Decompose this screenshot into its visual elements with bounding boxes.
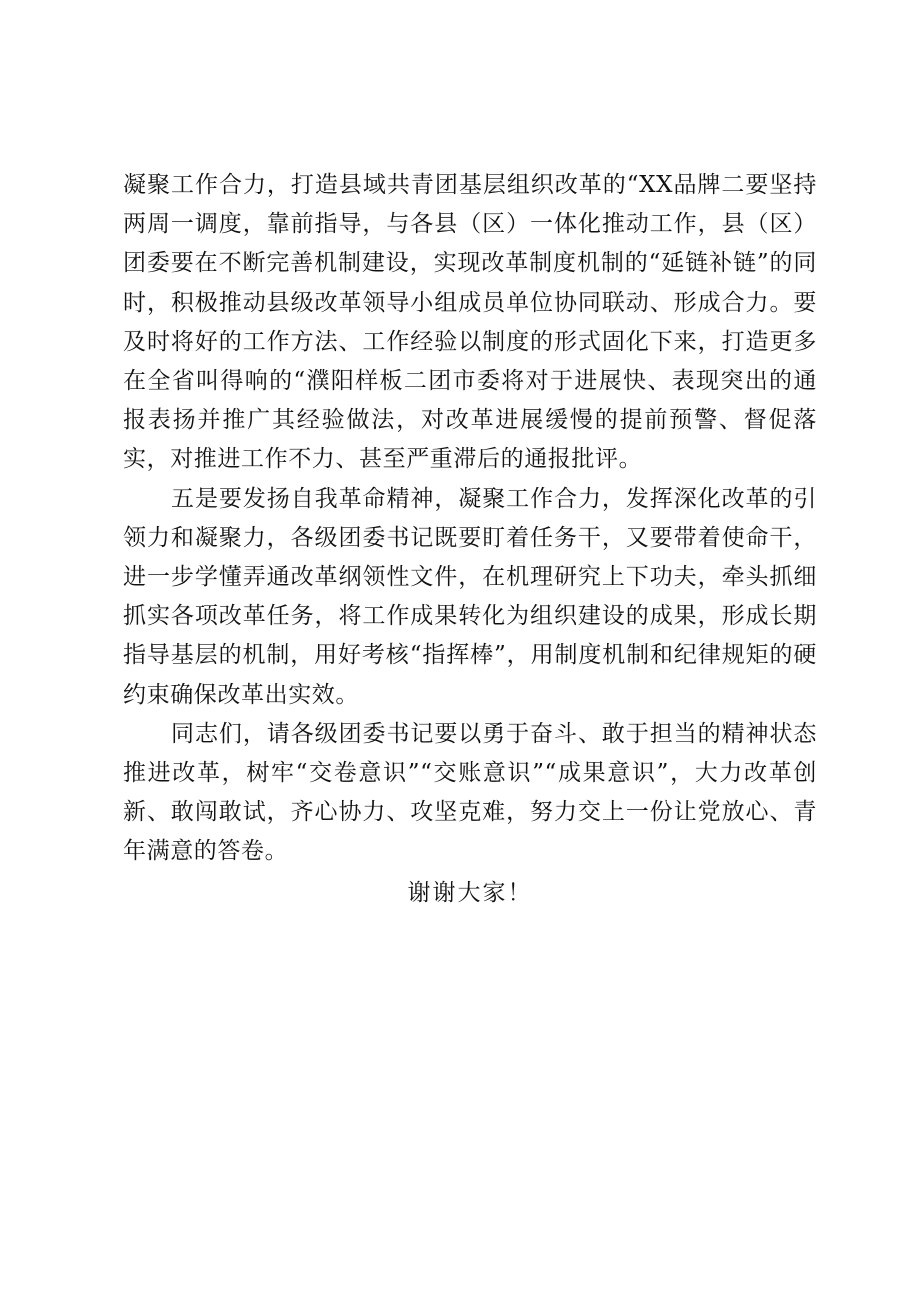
paragraph-continuation: 凝聚工作合力，打造县域共青团基层组织改革的“XX品牌二要坚持两周一调度，靠前指导，与各县（区）一体化推动工作，县（区）团委要在不断完善机制建设，实现改革制度机制的“延链补链”的同时，积极推动县级改革领导小组成员单位协同联动、形成合力。要及时将好的工作方法、工作经验以制度的形式固化下来，打造更多在全省叫得响的“濮阳样板二团市委将对于进展快、表现突出的通报表扬并推广其经验做法，对改革进展缓慢的提前预警、督促落实，对推进工作不力、甚至严重滞后的通报批评。	[123, 172, 817, 473]
closing-thanks: 谢谢大家！	[407, 879, 533, 906]
document-body	[123, 166, 817, 913]
paragraph-point-five: 五是要发扬自我革命精神，凝聚工作合力，发挥深化改革的引领力和凝聚力，各级团委书记既要盯着任务干，又要带着使命干，进一步学懂弄通改革纲领性文件，在机理研究上下功夫，牵头抓细抓实各项改革任务，将工作成果转化为组织建设的成果，形成长期指导基层的机制，用好考核“指挥棒”，用制度机制和纪律规矩的硬约束确保改革出实效。	[123, 485, 817, 708]
paragraph-comrades: 同志们，请各级团委书记要以勇于奋斗、敢于担当的精神状态推进改革，树牢“交卷意识”“交账意识”“成果意识”，大力改革创新、敢闯敢试，齐心协力、攻坚克难，努力交上一份让党放心、青年满意的答卷。	[123, 720, 817, 865]
